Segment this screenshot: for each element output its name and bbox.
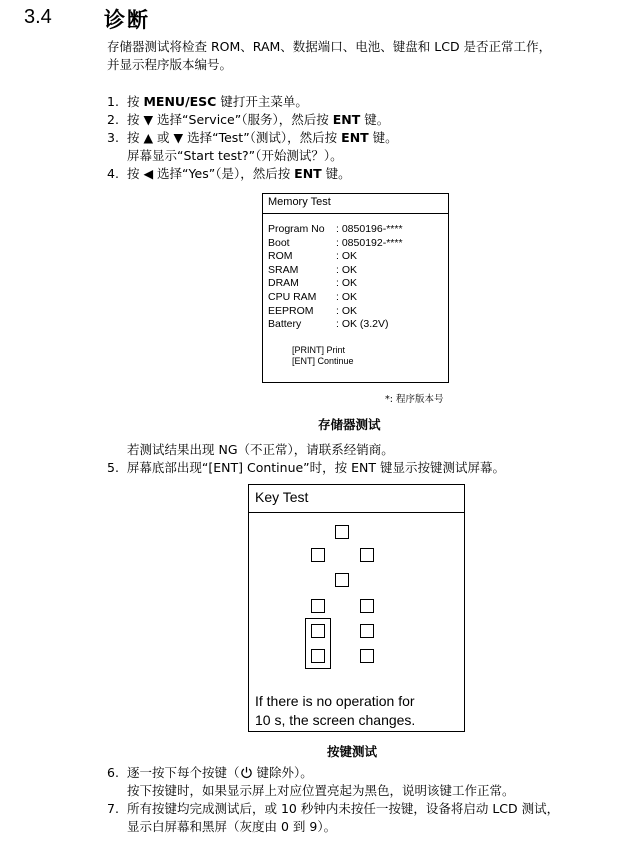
section-number: 3.4 [24,6,52,28]
step-6: 6. 逐一按下每个按键（ 键除外）。 [107,765,313,780]
step-number: 7. [107,801,119,816]
key-indicator [311,624,325,638]
key-indicator [360,548,374,562]
memory-row-eeprom: EEPROM : OK [268,304,358,317]
key-indicator [360,649,374,663]
section-title: 诊断 [104,8,150,32]
step-5: 5. 屏幕底部出现“[ENT] Continue”时，按 ENT 键显示按键测试屏幕。 [107,460,505,475]
step-4: 4. 按 ◀ 选择“Yes”（是），然后按 ENT 键。 [107,166,351,181]
key-test-title: Key Test [249,485,464,513]
memory-row-cpu-ram: CPU RAM : OK [268,290,358,303]
memory-test-rows [268,223,403,332]
step-number: 4. [107,166,119,181]
intro-line-2: 并显示程序版本编号。 [107,57,233,72]
step-6-note: 按下按键时，如果显示屏上对应位置亮起为黑色，说明该键工作正常。 [127,783,515,798]
power-icon [240,766,253,779]
key-test-screen [248,484,465,732]
memory-row-rom: ROM : OK [268,250,358,263]
memory-row-dram: DRAM : OK [268,277,358,290]
key-indicator [311,599,325,613]
step-3: 3. 按 ▲ 或 ▼ 选择“Test”（测试），然后按 ENT 键。 [107,130,398,145]
key-indicator [311,649,325,663]
step-3-note: 屏幕显示“Start test?”（开始测试？）。 [127,148,343,163]
steps-list [107,93,612,183]
memory-test-screen [262,193,449,383]
memory-test-title: Memory Test [263,194,448,214]
intro-paragraph [107,38,612,74]
step-number: 5. [107,460,119,475]
memory-row-boot: Boot : 0850192-**** [268,236,403,249]
step-2: 2. 按 ▼ 选择“Service”（服务），然后按 ENT 键。 [107,112,390,127]
memory-row-sram: SRAM : OK [268,263,358,276]
step-1: 1. 按 MENU/ESC 键打开主菜单。 [107,94,308,109]
step-7-cont: 显示白屏幕和黑屏（灰度由 0 到 9）。 [127,819,337,834]
key-indicator [335,573,349,587]
memory-row-program: Program No : 0850196-**** [268,223,403,235]
key-indicator [335,525,349,539]
step-number: 6. [107,765,119,780]
step-7: 7. 所有按键均完成测试后，或 10 秒钟内未按任一按键，设备将启动 LCD 测试， [107,801,560,816]
step-number: 2. [107,112,119,127]
key-indicator [360,624,374,638]
ng-note: 若测试结果出现 NG（不正常），请联系经销商。 [127,442,394,457]
memory-row-battery: Battery : OK (3.2V) [268,318,389,331]
key-test-message: If there is no operation for 10 s, the screen changes. [255,693,416,728]
intro-line-1: 存储器测试将检查 ROM、RAM、数据端口、电池、键盘和 LCD 是否正常工作， [107,39,552,54]
step-number: 3. [107,130,119,145]
step-number: 1. [107,94,119,109]
continue-option: [ENT] Continue [292,356,354,366]
steps-list-2 [107,764,617,836]
key-indicator [311,548,325,562]
memory-test-caption: 存储器测试 [318,417,381,432]
key-test-caption: 按键测试 [327,744,378,759]
key-indicator [360,599,374,613]
memory-test-options [292,345,354,367]
program-version-footnote: *: 程序版本号 [385,394,444,405]
print-option: [PRINT] Print [292,345,346,355]
